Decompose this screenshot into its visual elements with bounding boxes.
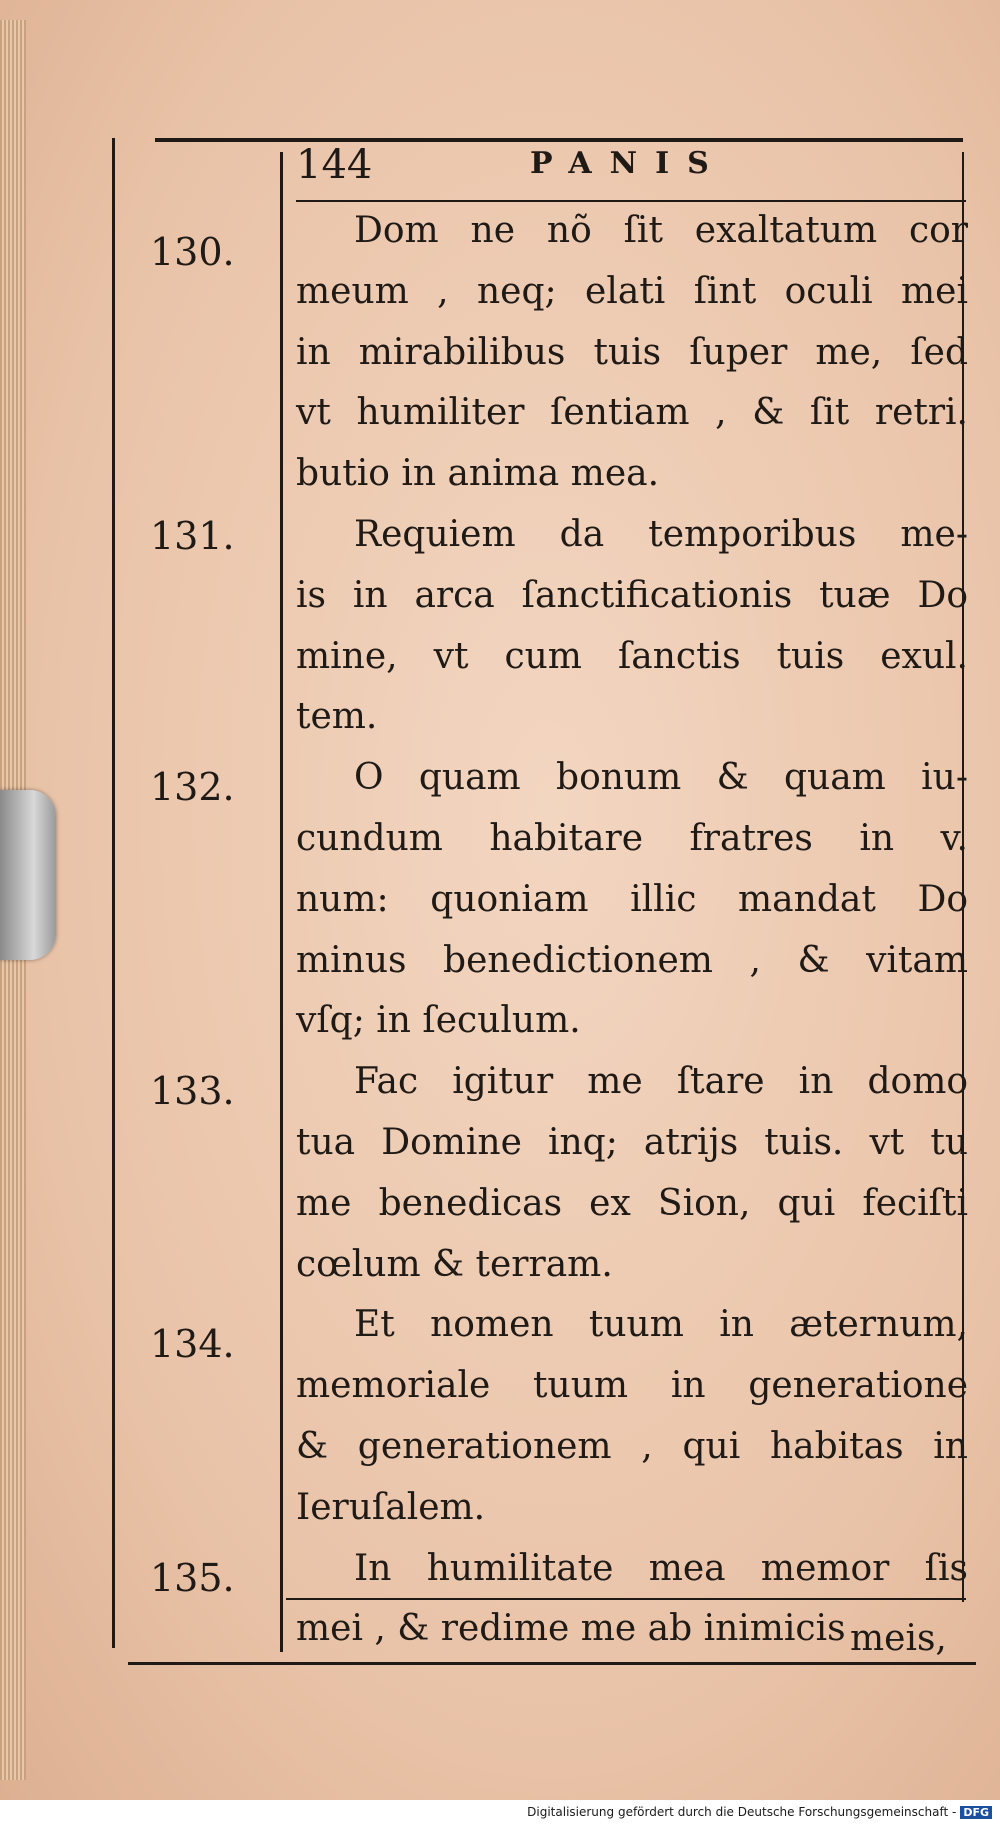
footer-credit-text: Digitalisierung gefördert durch die Deutsche Forschungsgemeinschaft - — [527, 1805, 957, 1819]
verse-text-line: mei , & redime me ab inimicis — [296, 1608, 846, 1650]
top-border-rule — [155, 138, 963, 142]
page-clip — [0, 790, 56, 960]
verse-text-line: is in arca ſanctificationis tuæ Do — [296, 574, 968, 616]
verse-number: 133. — [150, 1069, 235, 1114]
verse-text-line: butio in anima mea. — [296, 453, 660, 495]
verse-text-line: num: quoniam illic mandat Do — [296, 878, 968, 920]
verse-text-line: Ieruſalem. — [296, 1486, 486, 1528]
page-number: 144 — [296, 142, 373, 188]
verse-number: 131. — [150, 514, 235, 558]
catchword: meis, — [850, 1618, 947, 1659]
verse-text-line: minus benedictionem , & vitam — [296, 939, 968, 981]
bottom-border-rule — [128, 1662, 976, 1665]
verse-text-line: vſq; in ſeculum. — [296, 1000, 581, 1042]
verse-number: 132. — [150, 765, 235, 810]
footer-credit — [527, 1805, 992, 1819]
verse-text-line: & generationem , qui habitas in — [296, 1426, 968, 1467]
column-divider-rule — [280, 152, 283, 1652]
running-title: PANIS — [530, 146, 727, 181]
verse-text-line: Et nomen tuum in æternum, — [354, 1304, 968, 1346]
verse-text-line: Dom ne nõ ſit exaltatum cor — [354, 210, 968, 251]
dfg-logo: DFG — [960, 1806, 992, 1819]
verse-number: 130. — [150, 230, 235, 274]
left-border-rule — [112, 138, 115, 1648]
verse-text-line: in mirabilibus tuis ſuper me, ſed — [296, 331, 968, 373]
verse-text-line: tem. — [296, 696, 378, 738]
verse-text-line: In humilitate mea memor ſis — [354, 1547, 968, 1589]
footer-bar — [0, 1800, 1000, 1827]
verse-text-line: cœlum & terram. — [296, 1243, 613, 1285]
verse-number: 135. — [150, 1555, 235, 1600]
verse-text-line: me benedicas ex Sion, qui feciſti — [296, 1182, 968, 1224]
verse-text-line: O quam bonum & quam iu- — [354, 757, 968, 799]
header-rule — [296, 200, 966, 202]
verse-text-line: mine, vt cum ſanctis tuis exul. — [296, 635, 968, 677]
verse-text-line: meum , neq; elati ſint oculi mei — [296, 270, 968, 312]
verse-number: 134. — [150, 1322, 235, 1367]
verse-text-line: vt humiliter ſentiam , & ſit retri. — [296, 392, 968, 434]
bottom-text-rule — [286, 1598, 966, 1600]
verse-text-line: cundum habitare fratres in v. — [296, 818, 968, 859]
verse-text-line: memoriale tuum in generatione — [296, 1365, 968, 1407]
verse-text-line: Requiem da temporibus me- — [354, 514, 968, 555]
verse-text-line: tua Domine inq; atrijs tuis. vt tu — [296, 1122, 968, 1163]
verse-text-line: Fac igitur me ſtare in domo — [354, 1061, 968, 1103]
